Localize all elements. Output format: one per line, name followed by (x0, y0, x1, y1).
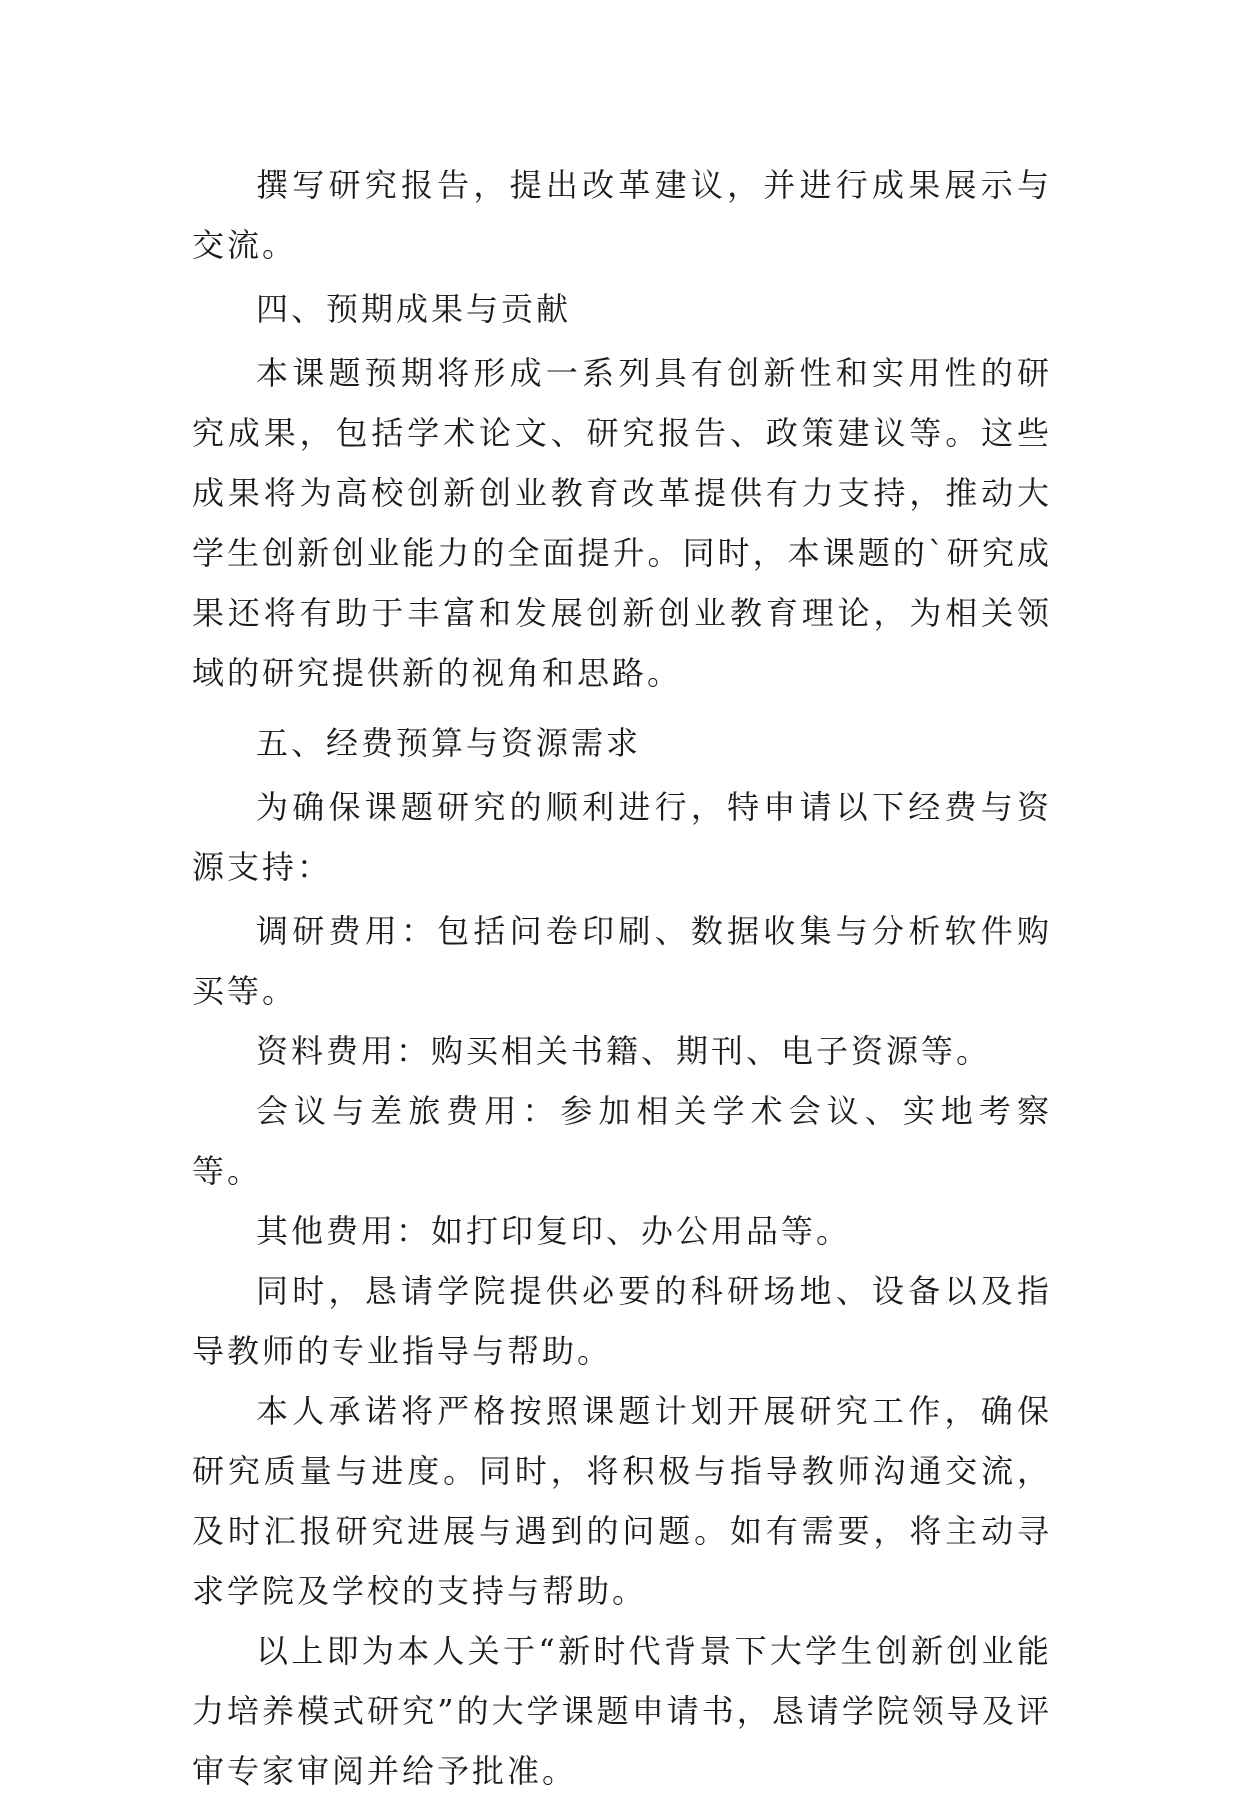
paragraph-conclusion: 以上即为本人关于“新时代背景下大学生创新创业能力培养模式研究”的大学课题申请书，恳请学院领导及评审专家审阅并给予批准。 (192, 1632, 1052, 1790)
paragraph-travel-cost: 会议与差旅费用：参加相关学术会议、实地考察等。 (192, 1092, 1052, 1190)
paragraph-survey-cost: 调研费用：包括问卷印刷、数据收集与分析软件购买等。 (192, 912, 1052, 1010)
paragraph-expected-outcomes: 本课题预期将形成一系列具有创新性和实用性的研究成果，包括学术论文、研究报告、政策建议等。这些成果将为高校创新创业教育改革提供有力支持，推动大学生创新创业能力的全面提升。同时，本课题的`研究成果还将有助于丰富和发展创新创业教育理论，为相关领域的研究提供新的视角和思路。 (192, 354, 1052, 692)
section-heading-budget: 五、经费预算与资源需求 (256, 724, 642, 762)
document-body (192, 155, 1052, 1801)
paragraph-research-report: 撰写研究报告，提出改革建议，并进行成果展示与交流。 (192, 166, 1052, 264)
paragraph-budget-intro: 为确保课题研究的顺利进行，特申请以下经费与资源支持： (192, 788, 1052, 886)
section-heading-expected-outcomes: 四、预期成果与贡献 (256, 290, 572, 328)
paragraph-resource-request: 同时，恳请学院提供必要的科研场地、设备以及指导教师的专业指导与帮助。 (192, 1272, 1052, 1370)
paragraph-commitment: 本人承诺将严格按照课题计划开展研究工作，确保研究质量与进度。同时，将积极与指导教师沟通交流，及时汇报研究进展与遇到的问题。如有需要，将主动寻求学院及学校的支持与帮助。 (192, 1392, 1052, 1610)
paragraph-material-cost: 资料费用：购买相关书籍、期刊、电子资源等。 (256, 1032, 992, 1070)
paragraph-other-cost: 其他费用：如打印复印、办公用品等。 (256, 1212, 852, 1250)
